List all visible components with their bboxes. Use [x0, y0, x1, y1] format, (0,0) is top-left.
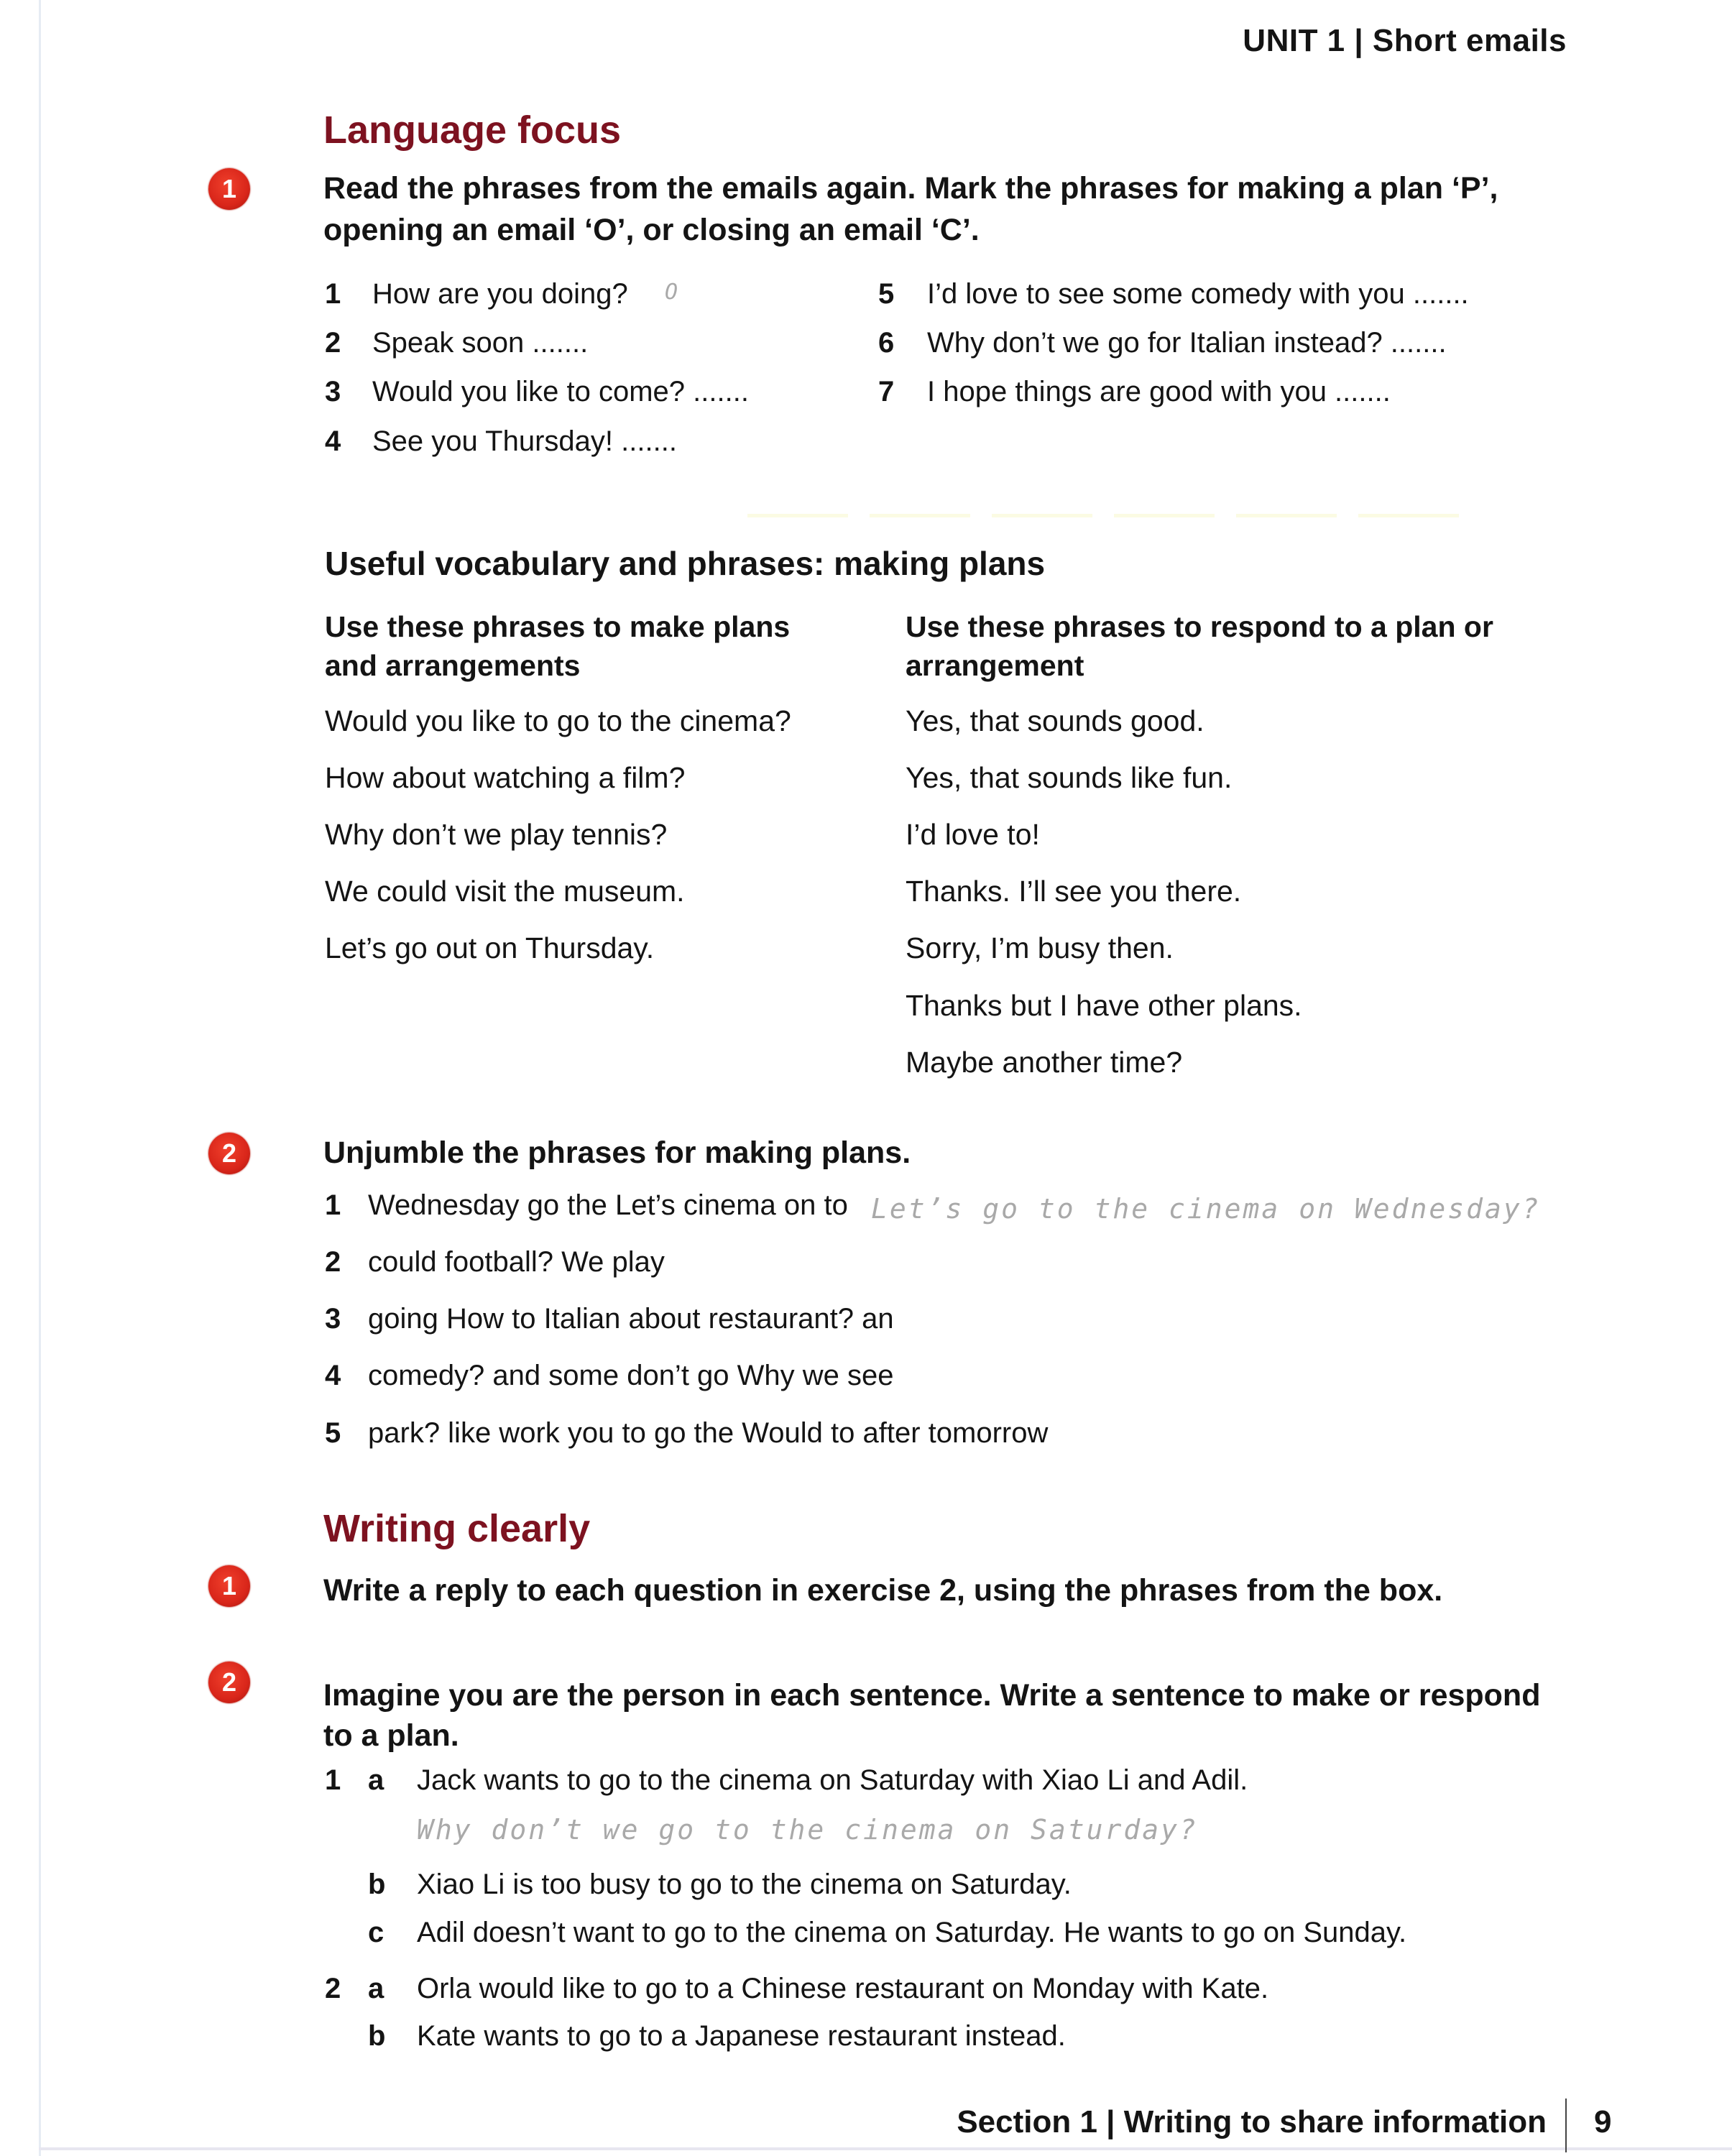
item-number: 2: [325, 1246, 341, 1278]
item-number: 3: [325, 376, 341, 407]
item-number: 7: [878, 376, 895, 407]
handwritten-answer: Why don’t we go to the cinema on Saturday?: [417, 1814, 1198, 1846]
item-number: 1: [325, 278, 341, 310]
section-divider: [747, 514, 1480, 517]
respond-phrase: Maybe another time?: [906, 1046, 1183, 1079]
exercise-instruction: Imagine you are the person in each sentence. Write a sentence to make or respond: [323, 1678, 1541, 1713]
group-number: 1: [325, 1764, 341, 1796]
item-number: 4: [325, 425, 341, 457]
item-text: I’d love to see some comedy with you .......: [927, 278, 1469, 310]
item-text: Jack wants to go to the cinema on Saturday with Xiao Li and Adil.: [417, 1764, 1248, 1796]
vocabulary-box-title: Useful vocabulary and phrases: making plans: [325, 545, 1046, 582]
exercise-instruction: to a plan.: [323, 1718, 459, 1753]
item-letter: a: [368, 1764, 384, 1796]
page-number: 9: [1594, 2104, 1612, 2139]
make-phrase: How about watching a film?: [325, 761, 686, 794]
page-edge-bottom: [39, 2147, 1732, 2150]
make-phrase: Would you like to go to the cinema?: [325, 704, 791, 737]
item-number: 4: [325, 1360, 341, 1391]
running-head: UNIT 1 | Short emails: [1243, 23, 1567, 58]
exercise-instruction: opening an email ‘O’, or closing an email ‘C’.: [323, 213, 980, 247]
make-plans-column-header: Use these phrases to make plans and arrangements: [325, 610, 791, 682]
exercise-instruction: Unjumble the phrases for making plans.: [323, 1135, 911, 1170]
make-phrase: Why don’t we play tennis?: [325, 818, 668, 851]
item-text: Would you like to come? .......: [372, 376, 749, 407]
respond-phrase: Thanks. I’ll see you there.: [906, 875, 1242, 908]
item-number: 6: [878, 327, 895, 359]
item-letter: b: [368, 2020, 386, 2052]
item-text: park? like work you to go the Would to after tomorrow: [368, 1417, 1049, 1449]
page-edge-left: [39, 0, 41, 2156]
respond-phrase: Thanks but I have other plans.: [906, 989, 1302, 1022]
item-text: Kate wants to go to a Japanese restaurant instead.: [417, 2020, 1066, 2052]
respond-phrase: Yes, that sounds like fun.: [906, 761, 1233, 794]
handwritten-answer: Let’s go to the cinema on Wednesday?: [871, 1193, 1541, 1225]
respond-phrase: Sorry, I’m busy then.: [906, 931, 1174, 964]
respond-column-header: Use these phrases to respond to a plan or arrangement: [906, 610, 1493, 682]
section-title-writing-clearly: Writing clearly: [323, 1507, 591, 1550]
make-phrase: We could visit the museum.: [325, 875, 685, 908]
group-number: 2: [325, 1973, 341, 2004]
item-letter: b: [368, 1869, 386, 1900]
item-text: How are you doing?: [372, 278, 628, 310]
handwritten-answer: O: [665, 280, 681, 305]
item-number: 3: [325, 1303, 341, 1335]
item-text: Orla would like to go to a Chinese restaurant on Monday with Kate.: [417, 1973, 1269, 2004]
item-text: comedy? and some don’t go Why we see: [368, 1360, 894, 1391]
item-text: Adil doesn’t want to go to the cinema on Saturday. He wants to go on Sunday.: [417, 1917, 1407, 1948]
exercise-badge: 2: [208, 1662, 250, 1703]
respond-phrase: I’d love to!: [906, 818, 1040, 851]
section-title-language-focus: Language focus: [323, 109, 622, 152]
footer-divider: [1565, 2099, 1567, 2152]
item-text: Xiao Li is too busy to go to the cinema on Saturday.: [417, 1869, 1072, 1900]
item-text: Why don’t we go for Italian instead? .......: [927, 327, 1447, 359]
item-text: See you Thursday! .......: [372, 425, 677, 457]
item-letter: a: [368, 1973, 384, 2004]
item-text: I hope things are good with you .......: [927, 376, 1391, 407]
exercise-badge: 1: [208, 168, 250, 210]
item-number: 2: [325, 327, 341, 359]
make-phrase: Let’s go out on Thursday.: [325, 931, 655, 964]
item-text: Wednesday go the Let’s cinema on to: [368, 1189, 848, 1221]
exercise-badge: 1: [208, 1565, 250, 1607]
exercise-instruction: Read the phrases from the emails again. Mark the phrases for making a plan ‘P’,: [323, 171, 1498, 206]
exercise-badge: 2: [208, 1133, 250, 1174]
item-text: Speak soon .......: [372, 327, 589, 359]
respond-phrase: Yes, that sounds good.: [906, 704, 1204, 737]
item-number: 1: [325, 1189, 341, 1221]
item-text: going How to Italian about restaurant? an: [368, 1303, 894, 1335]
item-text: could football? We play: [368, 1246, 665, 1278]
item-letter: c: [368, 1917, 384, 1948]
item-number: 5: [325, 1417, 341, 1449]
item-number: 5: [878, 278, 895, 310]
footer-section-title: Section 1 | Writing to share information: [957, 2104, 1547, 2139]
exercise-instruction: Write a reply to each question in exercise 2, using the phrases from the box.: [323, 1573, 1443, 1608]
